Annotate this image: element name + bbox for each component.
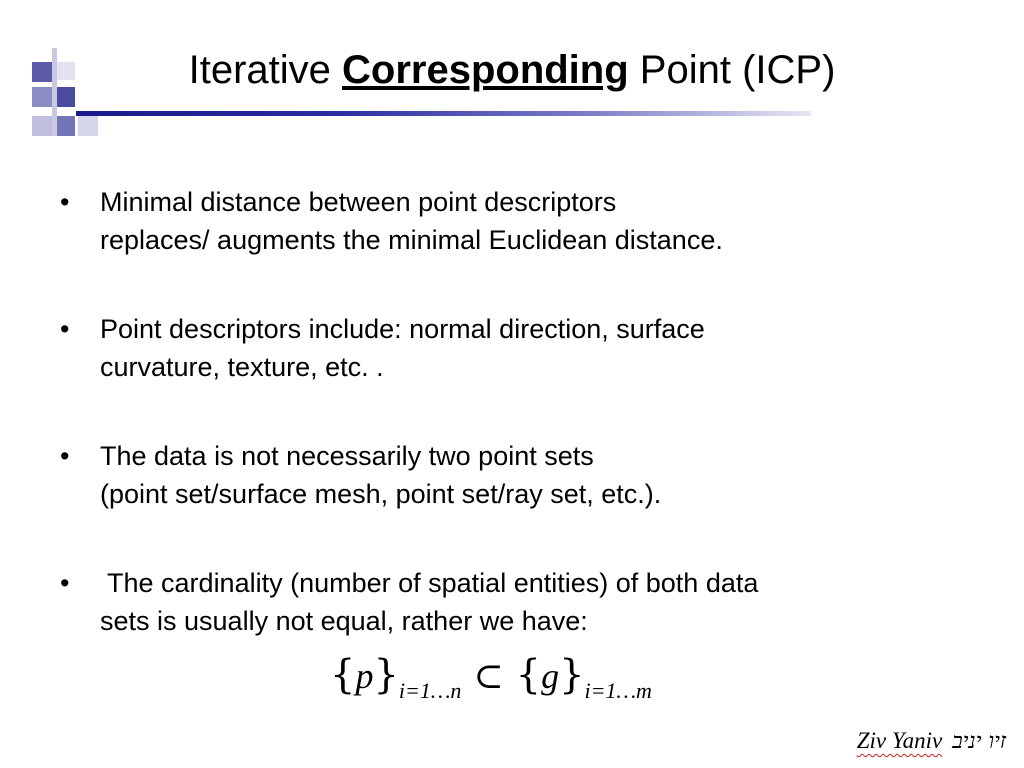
formula-subscript-m: i=1…m: [584, 678, 652, 703]
bullet-marker: •: [60, 441, 70, 471]
formula-subset-symbol: ⊂: [473, 656, 504, 697]
bullet-marker: •: [60, 187, 70, 217]
formula-close-brace: }: [559, 652, 585, 698]
subset-formula: [330, 650, 652, 709]
formula-open-brace: {: [515, 652, 542, 698]
bullet-3-line-1: The data is not necessarily two point sets: [100, 441, 594, 471]
bullet-list: [60, 183, 980, 691]
bullet-4-line-2: sets is usually not equal, rather we have:: [100, 606, 588, 636]
bullet-item-3: [60, 437, 980, 513]
bullet-2-line-2: curvature, texture, etc. .: [100, 352, 384, 382]
bullet-3-line-2: (point set/surface mesh, point set/ray set, etc.).: [100, 479, 662, 509]
signature-hebrew: זיו יניב: [952, 729, 1006, 754]
bullet-item-4: [60, 564, 980, 640]
formula-var-g: g: [541, 656, 560, 696]
bullet-2-line-1: Point descriptors include: normal direction, surface: [100, 314, 705, 344]
formula-close-brace: }: [373, 652, 399, 698]
title-emphasis: Corresponding: [342, 48, 629, 92]
bullet-4-line-1: The cardinality (number of spatial entities) of both data: [100, 568, 759, 598]
bullet-item-2: [60, 310, 980, 386]
bullet-marker: •: [60, 568, 70, 598]
formula-var-p: p: [355, 656, 374, 696]
bullet-item-1: [60, 183, 980, 259]
formula-subscript-n: i=1…n: [398, 678, 462, 703]
signature-latin: Ziv Yaniv: [856, 728, 943, 753]
title-text-start: Iterative: [188, 48, 342, 92]
bullet-marker: •: [60, 314, 70, 344]
bullet-1-line-2: replaces/ augments the minimal Euclidean distance.: [100, 225, 723, 255]
title-underline-rule: [76, 111, 811, 116]
bullet-1-line-1: Minimal distance between point descriptors: [100, 187, 617, 217]
author-signature: [857, 728, 1006, 754]
title-text-end: Point (ICP): [628, 48, 836, 92]
slide-title: [0, 44, 1024, 96]
formula-open-brace: {: [330, 652, 356, 698]
